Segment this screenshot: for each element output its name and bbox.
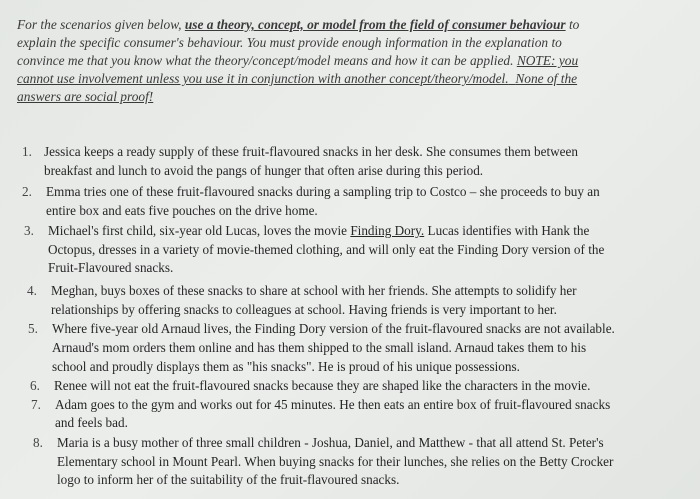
item-line: Arnaud's mom orders them online and has them shipped to the small island. Arnaud takes them to his <box>52 340 587 355</box>
item-number: 5. <box>28 321 38 336</box>
note-text: cannot use involvement unless you use it in conjunction with another concept/theory/model. <box>17 71 509 86</box>
item-line: Jessica keeps a ready supply of these fruit-flavoured snacks in her desk. She consumes them between <box>44 144 578 159</box>
intro-line-2: explain the specific consumer's behaviour. You must provide enough information in the explanation to <box>17 35 562 50</box>
item-line: logo to inform her of the suitability of the fruit-flavoured snacks. <box>57 472 400 487</box>
intro-text: For the scenarios given below, <box>17 17 185 32</box>
item-line: Elementary school in Mount Pearl. When buying snacks for their lunches, she relies on the Betty Crocker <box>57 454 614 469</box>
item-number: 8. <box>33 435 43 450</box>
item-text: Michael's first child, six-year old Lucas, loves the movie <box>48 223 351 238</box>
intro-text: convince me that you know what the theory/concept/model means and how it can be applied. <box>17 53 517 68</box>
intro-line-1 <box>17 16 579 34</box>
item-line: school and proudly displays them as "his snacks". He is proud of his unique possessions. <box>52 359 520 374</box>
item-number: 4. <box>27 283 37 298</box>
item-number: 1. <box>22 144 32 159</box>
item-line: Meghan, buys boxes of these snacks to share at school with her friends. She attempts to solidify her <box>51 283 577 298</box>
item-text: Lucas identifies with Hank the <box>424 223 590 238</box>
intro-line-4 <box>17 70 577 88</box>
item-line: entire box and eats five pouches on the drive home. <box>46 203 318 218</box>
note-text: NOTE: you <box>516 53 579 68</box>
item-line: Adam goes to the gym and works out for 45 minutes. He then eats an entire box of fruit-flavoured snacks <box>55 397 611 412</box>
item-line: Maria is a busy mother of three small children - Joshua, Daniel, and Matthew - that all attend St. Peter's <box>57 435 604 450</box>
item-line: relationships by offering snacks to colleagues at school. Having friends is very important to her. <box>51 302 557 317</box>
item-line: Renee will not eat the fruit-flavoured snacks because they are shaped like the characters in the movie. <box>54 378 591 393</box>
item-line: and feels bad. <box>55 415 128 430</box>
item-number: 2. <box>22 184 32 199</box>
item-line: Where five-year old Arnaud lives, the Finding Dory version of the fruit-flavoured snacks are not available. <box>52 321 615 336</box>
item-line: Fruit-Flavoured snacks. <box>48 260 174 275</box>
item-line <box>48 222 589 240</box>
item-line: breakfast and lunch to avoid the pangs of hunger that often arise during this period. <box>44 163 484 178</box>
intro-line-5: answers are social proof! <box>17 89 154 104</box>
item-line: Emma tries one of these fruit-flavoured snacks during a sampling trip to Costco – she proceeds to buy an <box>46 184 600 199</box>
note-text: None of the <box>515 71 578 86</box>
item-line: Octopus, dresses in a variety of movie-themed clothing, and will only eat the Finding Dory version of the <box>48 242 605 257</box>
item-number: 7. <box>31 397 41 412</box>
emphasis-text: use a theory, concept, or model from the field of consumer behaviour <box>184 17 566 32</box>
intro-line-3 <box>17 52 578 70</box>
intro-text: to <box>565 17 580 32</box>
movie-title: Finding Dory. <box>350 223 425 238</box>
item-number: 3. <box>24 223 34 238</box>
item-number: 6. <box>30 378 40 393</box>
